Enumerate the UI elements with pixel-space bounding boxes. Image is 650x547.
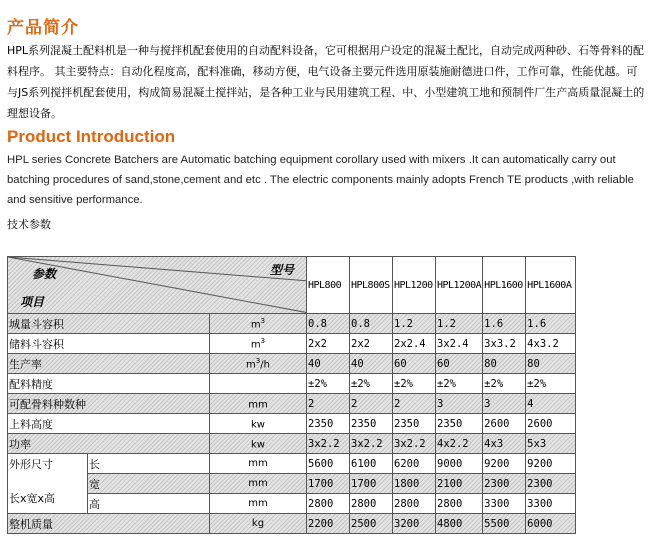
table-row	[8, 474, 576, 494]
english-section-title: Product Introduction	[7, 127, 176, 146]
value-cell: ±2%	[307, 374, 350, 394]
table-row	[8, 334, 576, 354]
table-row	[8, 314, 576, 334]
dim-unit: mm	[210, 454, 307, 474]
row-unit: $m^3$	[210, 314, 307, 334]
value-cell: 1.6	[526, 314, 576, 334]
value-cell: 2350	[350, 414, 393, 434]
row-unit: kw	[210, 414, 307, 434]
value-cell: 2350	[393, 414, 436, 434]
model-header: HPL1200A	[436, 257, 483, 314]
value-cell: 1.2	[393, 314, 436, 334]
corner-item-label: 项目	[20, 295, 45, 309]
row-label: 城量斗容积	[8, 314, 210, 334]
value-cell: 2	[350, 394, 393, 414]
value-cell: 2200	[307, 514, 350, 534]
row-unit: kw	[210, 434, 307, 454]
value-cell: 5500	[483, 514, 526, 534]
value-cell: 3x2.2	[307, 434, 350, 454]
value-cell: ±2%	[350, 374, 393, 394]
row-label: 储料斗容积	[8, 334, 210, 354]
value-cell: 2600	[526, 414, 576, 434]
dim-label: 高	[88, 494, 210, 514]
value-cell: 4x3	[483, 434, 526, 454]
value-cell: 4x3.2	[526, 334, 576, 354]
value-cell: 0.8	[350, 314, 393, 334]
value-cell: 1700	[350, 474, 393, 494]
value-cell: 1700	[307, 474, 350, 494]
value-cell: 9000	[436, 454, 483, 474]
value-cell: 1800	[393, 474, 436, 494]
value-cell: 2	[393, 394, 436, 414]
value-cell: 40	[307, 354, 350, 374]
row-label: 功率	[8, 434, 210, 454]
table-row	[8, 354, 576, 374]
table-row	[8, 394, 576, 414]
corner-model-label: 型号	[270, 263, 295, 277]
value-cell: 0.8	[307, 314, 350, 334]
model-header: HPL800S	[350, 257, 393, 314]
value-cell: ±2%	[526, 374, 576, 394]
value-cell: 2	[307, 394, 350, 414]
value-cell: 80	[483, 354, 526, 374]
value-cell: 3x3.2	[483, 334, 526, 354]
table-row	[8, 374, 576, 394]
tech-params-label: 技术参数	[7, 218, 51, 231]
value-cell: 3	[483, 394, 526, 414]
row-label: 上料高度	[8, 414, 210, 434]
model-header: HPL800	[307, 257, 350, 314]
value-cell: 2800	[307, 494, 350, 514]
value-cell: 4	[526, 394, 576, 414]
value-cell: 2800	[350, 494, 393, 514]
value-cell: 4800	[436, 514, 483, 534]
dim-unit: mm	[210, 474, 307, 494]
value-cell: 3300	[483, 494, 526, 514]
model-header: HPL1600A	[526, 257, 576, 314]
table-row	[8, 514, 576, 534]
row-unit: $m^3$	[210, 334, 307, 354]
value-cell: 2350	[307, 414, 350, 434]
value-cell: 2300	[483, 474, 526, 494]
value-cell: 4x2.2	[436, 434, 483, 454]
row-label: 整机质量	[8, 514, 210, 534]
corner-param-label: 参数	[32, 267, 57, 281]
table-row	[8, 494, 576, 514]
value-cell: 2100	[436, 474, 483, 494]
row-label: 生产率	[8, 354, 210, 374]
value-cell: 3x2.2	[350, 434, 393, 454]
value-cell: 6100	[350, 454, 393, 474]
row-unit	[210, 374, 307, 394]
value-cell: 80	[526, 354, 576, 374]
value-cell: 2x2	[307, 334, 350, 354]
dims-sub-label: 长x宽x高	[9, 492, 56, 505]
value-cell: ±2%	[483, 374, 526, 394]
value-cell: 60	[393, 354, 436, 374]
value-cell: 2x2	[350, 334, 393, 354]
value-cell: ±2%	[393, 374, 436, 394]
value-cell: 40	[350, 354, 393, 374]
table-row	[8, 414, 576, 434]
value-cell: 60	[436, 354, 483, 374]
table-row	[8, 454, 576, 474]
value-cell: 1.6	[483, 314, 526, 334]
value-cell: 2800	[393, 494, 436, 514]
value-cell: 6000	[526, 514, 576, 534]
table-row	[8, 434, 576, 454]
value-cell: 3300	[526, 494, 576, 514]
value-cell: 5x3	[526, 434, 576, 454]
value-cell: 3x2.4	[436, 334, 483, 354]
dim-unit: mm	[210, 494, 307, 514]
value-cell: 9200	[526, 454, 576, 474]
chinese-section-title: 产品简介	[7, 18, 79, 38]
value-cell: 3	[436, 394, 483, 414]
row-unit: $m^3/h$	[210, 354, 307, 374]
value-cell: 9200	[483, 454, 526, 474]
value-cell: 6200	[393, 454, 436, 474]
row-unit: kg	[210, 514, 307, 534]
value-cell: 2x2.4	[393, 334, 436, 354]
table-corner-header	[8, 257, 307, 314]
value-cell: 2600	[483, 414, 526, 434]
row-label: 可配骨料种数种	[8, 394, 210, 414]
english-description: HPL series Concrete Batchers are Automatic batching equipment corollary used with mixers .It can automatically carry out batching procedures of sand,stone,cement and etc . The electric components mainly adopts French TE products ,with reliable and sensitive performance.	[7, 154, 634, 206]
value-cell: 2300	[526, 474, 576, 494]
value-cell: ±2%	[436, 374, 483, 394]
dims-label: 外形尺寸	[9, 458, 53, 471]
dim-label: 宽	[88, 474, 210, 494]
spec-table	[7, 256, 576, 534]
model-header: HPL1200	[393, 257, 436, 314]
model-header: HPL1600	[483, 257, 526, 314]
value-cell: 2500	[350, 514, 393, 534]
chinese-description: HPL系列混凝土配料机是一种与搅拌机配套使用的自动配料设备，它可根据用户设定的混凝土配比，自动完成两种砂、石等骨料的配料程序。 其主要特点：自动化程度高，配料准确，移动方便，电气设备主要元件选用原装施耐德进口件，工作可靠，性能优越。可与JS系列搅拌机配套使用，构成简易混凝土搅拌站，是各种工业与民用建筑工程、中、小型建筑工地和预制件厂生产高质量混凝土的理想设备。	[7, 44, 645, 120]
dims-label-cell	[8, 454, 88, 514]
value-cell: 1.2	[436, 314, 483, 334]
value-cell: 5600	[307, 454, 350, 474]
dim-label: 长	[88, 454, 210, 474]
value-cell: 3x2.2	[393, 434, 436, 454]
value-cell: 2350	[436, 414, 483, 434]
value-cell: 3200	[393, 514, 436, 534]
row-label: 配料精度	[8, 374, 210, 394]
row-unit: mm	[210, 394, 307, 414]
value-cell: 2800	[436, 494, 483, 514]
